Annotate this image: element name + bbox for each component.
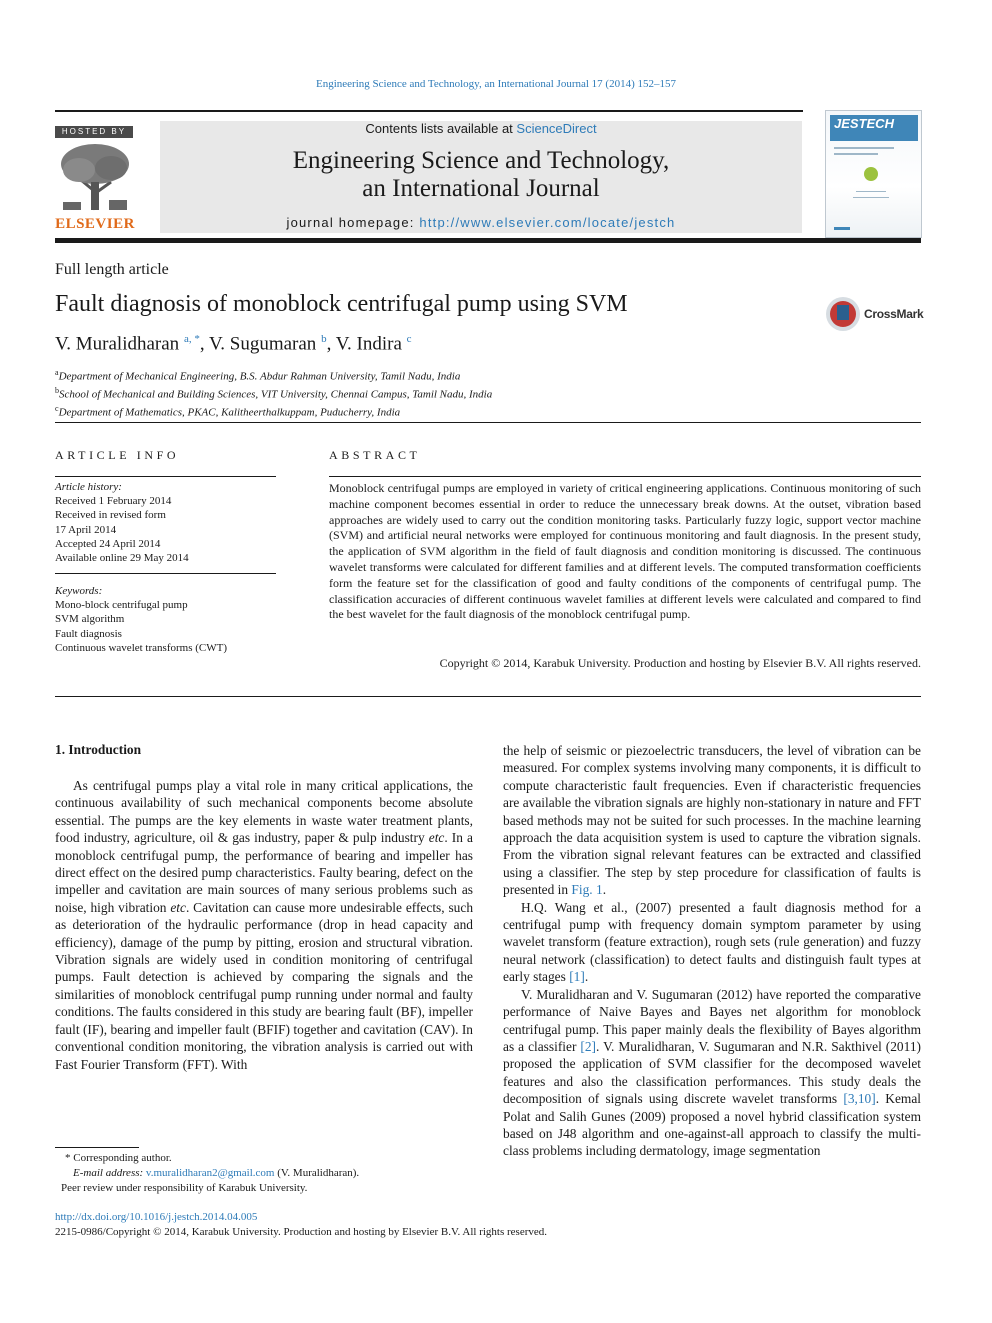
- contents-prefix: Contents lists available at: [365, 121, 517, 136]
- elsevier-tree-icon: [57, 142, 133, 212]
- doi-link[interactable]: http://dx.doi.org/10.1016/j.jestch.2014.04.005: [55, 1211, 258, 1223]
- citation-link[interactable]: [1]: [569, 969, 585, 985]
- abstract-text: Monoblock centrifugal pumps are employed in variety of critical engineering applications. Continuous monitoring of such machine component becomes essential in order to reduce the unnecessary break downs. At the outset, vibration based approaches are widely used to carry out the condition monitoring tasks. Particularly fuzzy logic, support vector machine (SVM) and artificial neural networks were employed for continuous monitoring and fault diagnosis. In the present study, the application of SVM algorithm in the field of fault diagnosis and condition monitoring is discussed. The continuous wavelet transforms were calculated for different families and at different levels. The computed transformation coefficients form the feature set for the classification of good and faulty conditions of the components of centrifugal pump. The classification accuracies of different continuous wavelet families at different levels were calculated and compared to find the best wavelet for the fault diagnosis of the monoblock centrifugal pump.: [329, 481, 921, 622]
- keywords: [55, 584, 276, 655]
- article-info-heading: ARTICLE INFO: [55, 448, 180, 462]
- affiliation-item: $^b$School of Mechanical and Building Sciences, VIT University, Chennai Campus, Tamil Nadu, India: [55, 386, 493, 401]
- article-type: Full length article: [55, 261, 169, 278]
- elsevier-wordmark: ELSEVIER: [55, 216, 135, 232]
- homepage-link[interactable]: http://www.elsevier.com/locate/jestch: [419, 215, 676, 230]
- keyword-item: SVM algorithm: [55, 613, 125, 626]
- journal-title-line2: an International Journal: [362, 175, 600, 202]
- history-item: Accepted 24 April 2014: [55, 537, 161, 550]
- keywords-rule: [55, 573, 276, 574]
- history-item: Available online 29 May 2014: [55, 552, 189, 565]
- body-column-left: [55, 777, 473, 1073]
- affiliations: [55, 366, 492, 420]
- section-heading-introduction: 1. Introduction: [55, 742, 142, 757]
- sciencedirect-link[interactable]: ScienceDirect: [516, 121, 597, 136]
- history-label: Article history:: [55, 481, 122, 493]
- footnote-rule: [55, 1147, 139, 1148]
- keywords-label: Keywords:: [55, 585, 103, 597]
- journal-title: [160, 147, 802, 203]
- affiliation-item: $^c$Department of Mathematics, PKAC, Kalitheerthalkuppam, Puducherry, India: [55, 404, 401, 419]
- keyword-item: Fault diagnosis: [55, 627, 122, 640]
- citation-link[interactable]: [3,10]: [843, 1091, 876, 1107]
- header-rule: [55, 238, 921, 243]
- corresponding-author-note: * Corresponding author.: [65, 1152, 172, 1164]
- section-rule: [55, 422, 921, 423]
- cover-emblem-icon: [864, 167, 878, 181]
- issn-copyright: 2215-0986/Copyright © 2014, Karabuk University. Production and hosting by Elsevier B.V. All rights reserved.: [55, 1226, 547, 1238]
- figure-link[interactable]: Fig. 1: [571, 882, 603, 898]
- email-link[interactable]: v.muralidharan2@gmail.com: [145, 1167, 275, 1179]
- author-name[interactable]: V. Sugumaran: [209, 333, 317, 355]
- journal-cover-thumbnail[interactable]: [825, 110, 922, 238]
- citation-link[interactable]: [2]: [580, 1038, 597, 1054]
- cover-title: JESTECH: [830, 115, 918, 141]
- section-rule: [55, 696, 921, 697]
- crossmark-icon: [826, 297, 860, 331]
- journal-title-line1: Engineering Science and Technology,: [292, 147, 670, 174]
- author-name[interactable]: V. Muralidharan: [55, 333, 180, 355]
- paragraph: the help of seismic or piezoelectric transducers, the level of vibration can be measured. For complex systems involving many components, it is difficult to compute characteristic fault frequencies. Even if characteristic frequencies are available the vibration signals are highly non-stationary in nature and FFT based methods may not be suited for such processes. In the machine learning approach the data acquisition system is used to capture the vibration signals. From the vibration signal relevant features can be extracted and classified using a classifier. The step by step procedure for classification of faults is presented in Fig. 1.: [503, 743, 921, 898]
- article-history: [55, 480, 276, 565]
- page-footer: [55, 1210, 547, 1240]
- journal-reference[interactable]: Engineering Science and Technology, an International Journal 17 (2014) 152–157: [316, 78, 676, 90]
- paragraph: H.Q. Wang et al., (2007) presented a fault diagnosis method for a centrifugal pump with frequency domain symptom parameter by using wavelet transform (feature extraction), rough sets (rule generation) and fuzzy neural network (classification) to detect faults and distinguish fault types at early stages [1].: [503, 899, 921, 985]
- author-list: V. Muralidharan $^{a, *}$, V. Sugumaran $^b$, V. Indira $^c$: [55, 333, 412, 355]
- author-affil-mark[interactable]: a, *: [183, 333, 200, 345]
- abstract-heading: ABSTRACT: [329, 448, 421, 462]
- author-name[interactable]: V. Indira: [335, 333, 402, 355]
- history-item: Received 1 February 2014: [55, 495, 172, 508]
- keyword-item: Continuous wavelet transforms (CWT): [55, 641, 227, 654]
- author-affil-mark[interactable]: b: [321, 333, 327, 345]
- email-note: E-mail address: v.muralidharan2@gmail.com (V. Muralidharan).: [73, 1167, 360, 1179]
- history-item: Received in revised form: [55, 509, 166, 522]
- author-affil-mark[interactable]: c: [406, 333, 412, 345]
- affiliation-item: $^a$Department of Mechanical Engineering, B.S. Abdur Rahman University, Tamil Nadu, India: [55, 368, 461, 383]
- footnotes: [55, 1151, 359, 1196]
- elsevier-logo: [55, 126, 135, 234]
- paragraph: V. Muralidharan and V. Sugumaran (2012) have reported the comparative performance of Naive Bayes and Bayes net algorithm for monoblock centrifugal pump. This paper mainly deals the flexibility of Bayes algorithm as a classifier [2]. V. Muralidharan, V. Sugumaran and N.R. Sakthivel (2011) proposed the application of SVM classifier for the decomposed wavelet features and also the classification performances. This study deals the decomposition of signals using discrete wavelet transforms [3,10]. Kemal Polat and Salih Gunes (2009) proposed a novel hybrid classification system based on J48 algorithm and one-against-all approach to classify the multi-class problems including dermatology, image segmentation: [503, 986, 921, 1159]
- history-item: 17 April 2014: [55, 523, 117, 536]
- paper-title: Fault diagnosis of monoblock centrifugal pump using SVM: [55, 291, 628, 317]
- homepage-prefix: journal homepage:: [286, 215, 420, 230]
- paragraph: As centrifugal pumps play a vital role in many critical applications, the continuous availability of such mechanical components become absolute essential. The pumps are the key elements in waste water treatment plants, food industry, agriculture, oil & gas industry, paper & pulp industry etc. In a monoblock centrifugal pump, the performance of bearing and impeller has direct effect on the desired pump characteristics. Faulty bearing, defect on the impeller and cavitation are main sources of many serious problems such as noise, high vibration etc. Cavitation can cause more undesirable effects, such as deterioration of the hydraulic performance (drop in head capacity and efficiency), damage of the pump by pitting, erosion and structural vibration. Vibration signals are widely used in condition monitoring of centrifugal pumps. Fault detection is achieved by comparing the signals and the similarities of monoblock centrifugal pump running under normal and faulty conditions. The faults considered in this study are bearing fault (BF), impeller fault (IF), bearing and impeller fault (BFIF) together and cavitation (CAV). In conventional condition monitoring, the vibration analysis is carried out with Fast Fourier Transform (FFT). With: [55, 778, 474, 1072]
- crossmark-badge[interactable]: [826, 297, 922, 333]
- abstract-rule: [329, 476, 921, 477]
- article-info-rule: [55, 476, 276, 477]
- contents-line: [160, 121, 802, 136]
- peer-review-note: Peer review under responsibility of Karabuk University.: [61, 1182, 308, 1194]
- hosted-by-label: HOSTED BY: [55, 126, 133, 138]
- body-column-right: [503, 742, 921, 1160]
- journal-homepage: [160, 215, 802, 230]
- keyword-item: Mono-block centrifugal pump: [55, 599, 188, 612]
- abstract-copyright: Copyright © 2014, Karabuk University. Production and hosting by Elsevier B.V. All rights reserved.: [439, 656, 921, 670]
- crossmark-label: CrossMark: [864, 307, 924, 321]
